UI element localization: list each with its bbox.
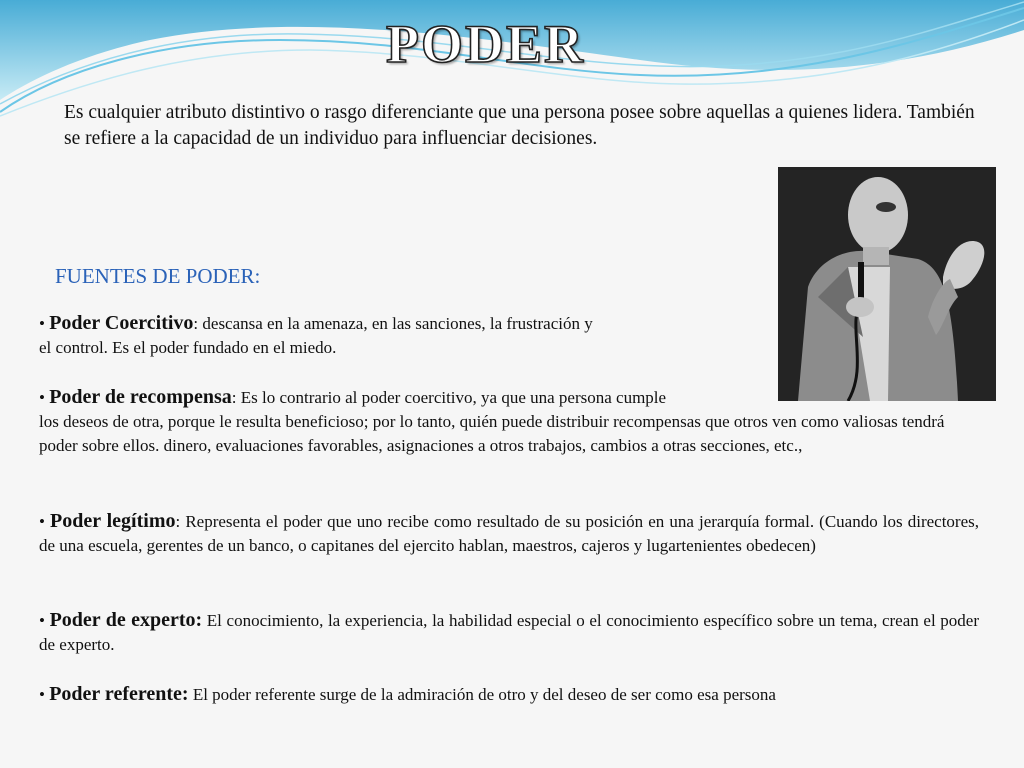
intro-paragraph: Es cualquier atributo distintivo o rasgo diferenciante que una persona posee sobre aquellas a quienes lidera. También se refiere a la capacidad de un individuo para influenciar decisiones. <box>64 102 975 149</box>
bullet-text: El poder referente surge de la admiración de otro y del deseo de ser como esa persona <box>188 685 776 704</box>
bullet-text: : descansa en la amenaza, en las sanciones, la frustración y <box>193 314 593 333</box>
bullet-marker: • <box>39 611 45 630</box>
bullet-legitimo <box>39 509 979 558</box>
bullet-heading: Poder legítimo <box>50 510 176 532</box>
bullet-coercitivo <box>39 311 979 360</box>
slide-title: PODER <box>386 14 585 74</box>
bullet-text: El conocimiento, la experiencia, la habilidad especial o el conocimiento específico sobre un tema, crean el poder de experto. <box>39 611 979 654</box>
bullet-referente <box>39 682 979 707</box>
bullet-marker: • <box>39 685 45 704</box>
bullet-text: : Representa el poder que uno recibe como resultado de su posición en una jerarquía formal. (Cuando los directores, de una escuela, gerentes de un banco, o capitanes del ejercito hablan, maestros, cajeros y lugartenientes obedecen) <box>39 512 979 555</box>
bullet-heading: Poder de recompensa <box>49 386 232 408</box>
bullet-heading: Poder Coercitivo <box>49 312 194 334</box>
bullet-marker: • <box>39 512 45 531</box>
bullet-marker: • <box>39 388 45 407</box>
bullet-marker: • <box>39 314 45 333</box>
person-gesturing-photo <box>778 167 996 401</box>
bullet-text: : Es lo contrario al poder coercitivo, ya que una persona cumple <box>231 388 667 407</box>
bullet-text: el control. Es el poder fundado en el miedo. <box>39 338 337 357</box>
bullet-text: los deseos de otra, porque le resulta beneficioso; por lo tanto, quién puede distribuir recompensas que otros ven como valiosas tendrá poder sobre ellos. dinero, evaluaciones favorables, asignaciones a otros trabajos, cambios a otras secciones, etc., <box>39 412 945 455</box>
bullet-heading: Poder de experto: <box>49 609 203 631</box>
section-heading: FUENTES DE PODER: <box>55 264 261 288</box>
bullet-recompensa <box>39 385 979 458</box>
bullet-experto <box>39 608 979 657</box>
bullet-heading: Poder referente: <box>49 683 189 705</box>
